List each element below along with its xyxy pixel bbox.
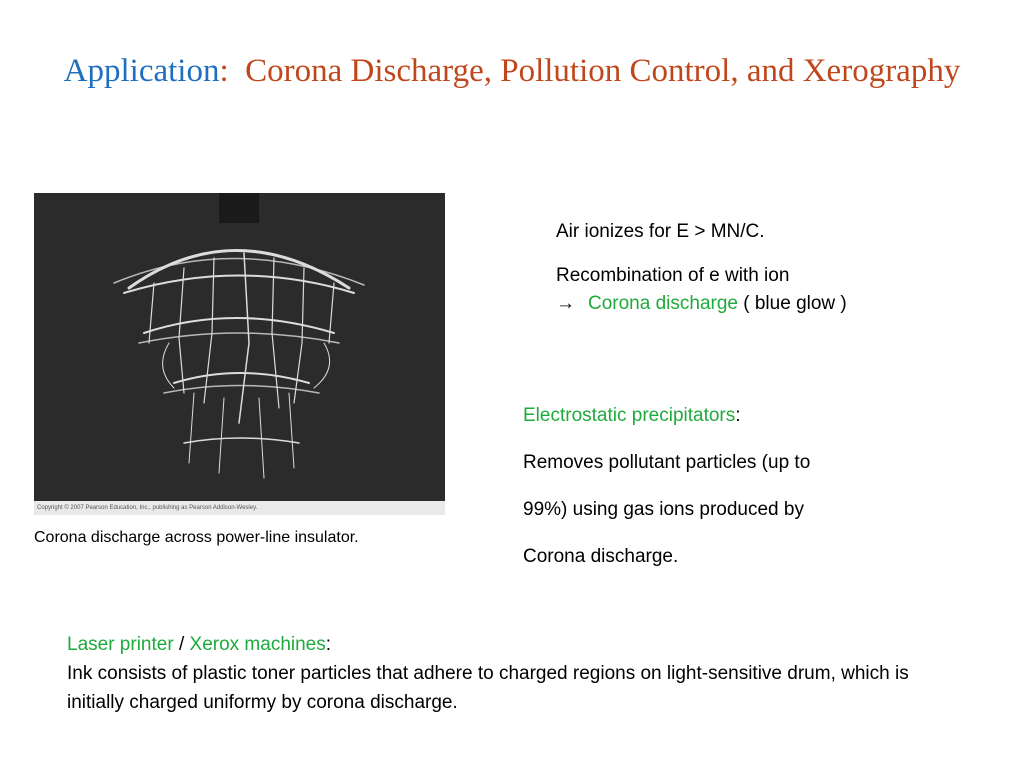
photo-copyright: Copyright © 2007 Pearson Education, Inc., publishing as Pearson Addison-Wesley.: [34, 501, 445, 515]
printer-heading-line: [67, 630, 957, 659]
title-main: Corona Discharge, Pollution Control, and Xerography: [245, 53, 961, 89]
precipitators-colon: :: [735, 405, 741, 426]
printer-text: [67, 630, 957, 717]
precipitators-heading-line: [523, 392, 963, 439]
ionization-line1: Air ionizes for E > MN/C.: [556, 221, 765, 242]
corona-illustration: [34, 193, 445, 501]
slide-title: [40, 48, 984, 94]
arrow-icon: →: [556, 293, 575, 314]
precipitators-heading: Electrostatic precipitators: [523, 405, 736, 426]
xerox-term: Xerox machines: [189, 634, 326, 655]
precipitators-line2: 99%) using gas ions produced by: [523, 499, 804, 520]
precipitators-line1: Removes pollutant particles (up to: [523, 452, 811, 473]
corona-discharge-photo: [34, 193, 445, 515]
precipitators-text: [523, 392, 963, 580]
blue-glow-note: ( blue glow ): [737, 293, 847, 314]
title-prefix: Application: [63, 53, 220, 89]
ionization-line3: [556, 290, 847, 318]
laser-printer-term: Laser printer: [67, 634, 174, 655]
ionization-text: [556, 218, 847, 318]
printer-body: Ink consists of plastic toner particles that adhere to charged regions on light-sensitive drum, which is initially charged uniformy by corona discharge.: [67, 663, 909, 713]
printer-separator: /: [173, 634, 190, 655]
printer-colon: :: [325, 634, 332, 655]
precipitators-line3: Corona discharge.: [523, 546, 679, 567]
title-colon: :: [219, 53, 229, 89]
ionization-line2: Recombination of e with ion: [556, 265, 790, 286]
corona-discharge-term: Corona discharge: [588, 293, 738, 314]
figure-caption: Corona discharge across power-line insulator.: [34, 529, 359, 546]
